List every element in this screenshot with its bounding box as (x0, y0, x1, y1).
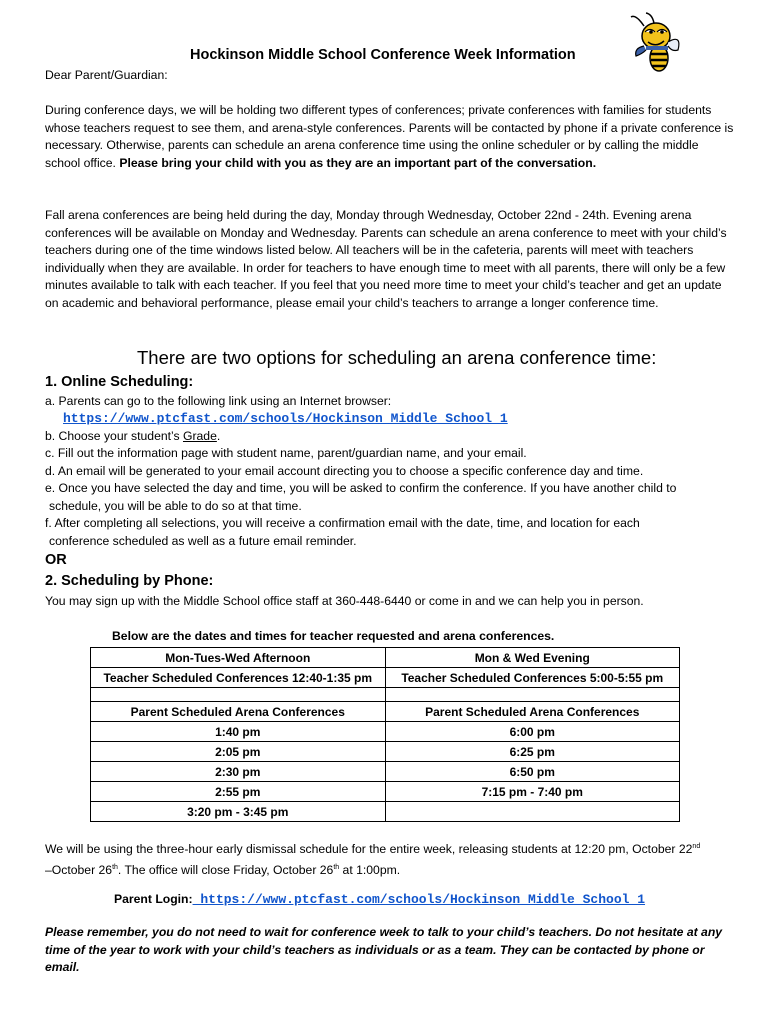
parent-login-label: Parent Login: (114, 892, 193, 906)
options-heading: There are two options for scheduling an arena conference time: (137, 347, 657, 368)
col2-time: 6:00 pm (385, 722, 680, 742)
online-step-e-line2: schedule, you will be able to do so at that time. (49, 499, 302, 513)
intro-bold-text: Please bring your child with you as they are an important part of the conversation. (119, 155, 597, 170)
col2-teacher-scheduled: Teacher Scheduled Conferences 5:00-5:55 pm (385, 668, 680, 688)
online-step-c: c. Fill out the information page with student name, parent/guardian name, and your email. (45, 446, 527, 460)
online-scheduling-link[interactable] (63, 411, 508, 426)
col1-time: 2:05 pm (91, 742, 386, 762)
dismissal-text-3: . The office will close Friday, October 26 (117, 862, 334, 877)
conference-schedule-table (90, 647, 680, 822)
table-row (91, 702, 680, 722)
table-row (91, 668, 680, 688)
online-step-f-line1: f. After completing all selections, you will receive a confirmation email with the date, time, and location for each (45, 516, 640, 530)
dismissal-text-4: at 1:00pm. (339, 862, 401, 877)
col1-parent-scheduled: Parent Scheduled Arena Conferences (91, 702, 386, 722)
greeting: Dear Parent/Guardian: (45, 68, 168, 82)
closing-paragraph: Please remember, you do not need to wait for conference week to talk to your child’s teachers. Do not hesitate at any time of the year to work with your child’s teachers as individuals or as a team. They can be contacted by phone or email. (45, 925, 723, 974)
empty-cell (91, 688, 386, 702)
scheduling-url[interactable]: https://www.ptcfast.com/schools/Hockinson_Middle_School_1 (63, 411, 508, 426)
hornet-mascot-logo (626, 12, 686, 74)
col1-teacher-scheduled: Teacher Scheduled Conferences 12:40-1:35 pm (91, 668, 386, 688)
step-b-suffix: . (216, 429, 221, 443)
table-row (91, 782, 680, 802)
dismissal-paragraph (45, 838, 735, 879)
col2-time (385, 802, 680, 822)
online-step-a: a. Parents can go to the following link using an Internet browser: (45, 394, 392, 408)
step-b-prefix: b. Choose your student’s (45, 429, 183, 443)
col1-time: 3:20 pm - 3:45 pm (91, 802, 386, 822)
col2-parent-scheduled: Parent Scheduled Arena Conferences (385, 702, 680, 722)
table-row (91, 802, 680, 822)
col2-header: Mon & Wed Evening (385, 648, 680, 668)
col1-time: 2:30 pm (91, 762, 386, 782)
fall-conferences-paragraph: Fall arena conferences are being held during the day, Monday through Wednesday, October 22nd - 24th. Evening arena conferences will be available on Monday and Wednesday. Parents can schedule an arena conference to meet with your child’s teachers during one of the time windows listed below. All teachers will be in the cafeteria, parents will meet with teachers individually when they are available. In order for teachers to have enough time to meet with all parents, there will only be a few minutes available to talk with each teacher. If you feel that you need more time to meet your child’s teacher and get an update on academic and behavioral performance, please email your child’s teachers to arrange a longer conference time. (45, 208, 727, 310)
online-step-b (45, 429, 220, 443)
table-caption: Below are the dates and times for teacher requested and arena conferences. (112, 629, 555, 643)
col2-time: 6:50 pm (385, 762, 680, 782)
table-row (91, 762, 680, 782)
col1-time: 1:40 pm (91, 722, 386, 742)
table-row (91, 688, 680, 702)
dismissal-text-2: –October 26 (45, 862, 113, 877)
dismissal-sup-2: th (112, 863, 118, 871)
table-row (91, 742, 680, 762)
table-row (91, 648, 680, 668)
dismissal-text-1: We will be using the three-hour early dismissal schedule for the entire week, releasing students at 12:20 pm, October 22 (45, 842, 693, 857)
intro-text: During conference days, we will be holding two different types of conferences; private conferences with families for students whose teachers request to see them, and arena-style conferences. Parents will be contacted by phone if a private conference is necessary. Otherwise, parents can schedule an arena conference time using the online scheduler or by calling the middle school office. (45, 103, 734, 170)
col2-time: 7:15 pm - 7:40 pm (385, 782, 680, 802)
online-step-e-line1: e. Once you have selected the day and time, you will be asked to confirm the conference. If you have another child to (45, 481, 677, 495)
empty-cell (385, 688, 680, 702)
dismissal-sup-1: nd (692, 843, 701, 850)
online-step-f-line2: conference scheduled as well as a future email reminder. (49, 534, 357, 548)
table-row (91, 722, 680, 742)
phone-scheduling-text: You may sign up with the Middle School office staff at 360-448-6440 or come in and we can help you in person. (45, 594, 644, 608)
intro-paragraph (45, 102, 735, 172)
col1-time: 2:55 pm (91, 782, 386, 802)
col1-header: Mon-Tues-Wed Afternoon (91, 648, 386, 668)
dismissal-sup-3: th (333, 863, 340, 871)
online-scheduling-heading: 1. Online Scheduling: (45, 374, 194, 390)
phone-scheduling-heading: 2. Scheduling by Phone: (45, 573, 214, 589)
col2-time: 6:25 pm (385, 742, 680, 762)
online-step-d: d. An email will be generated to your email account directing you to choose a specific conference day and time. (45, 464, 644, 478)
parent-login-url[interactable]: https://www.ptcfast.com/schools/Hockinson_Middle_School_1 (192, 892, 646, 907)
page-title: Hockinson Middle School Conference Week Information (190, 47, 576, 63)
or-label: OR (45, 552, 67, 568)
parent-login-line (114, 892, 645, 907)
step-b-grade: Grade (182, 429, 217, 443)
